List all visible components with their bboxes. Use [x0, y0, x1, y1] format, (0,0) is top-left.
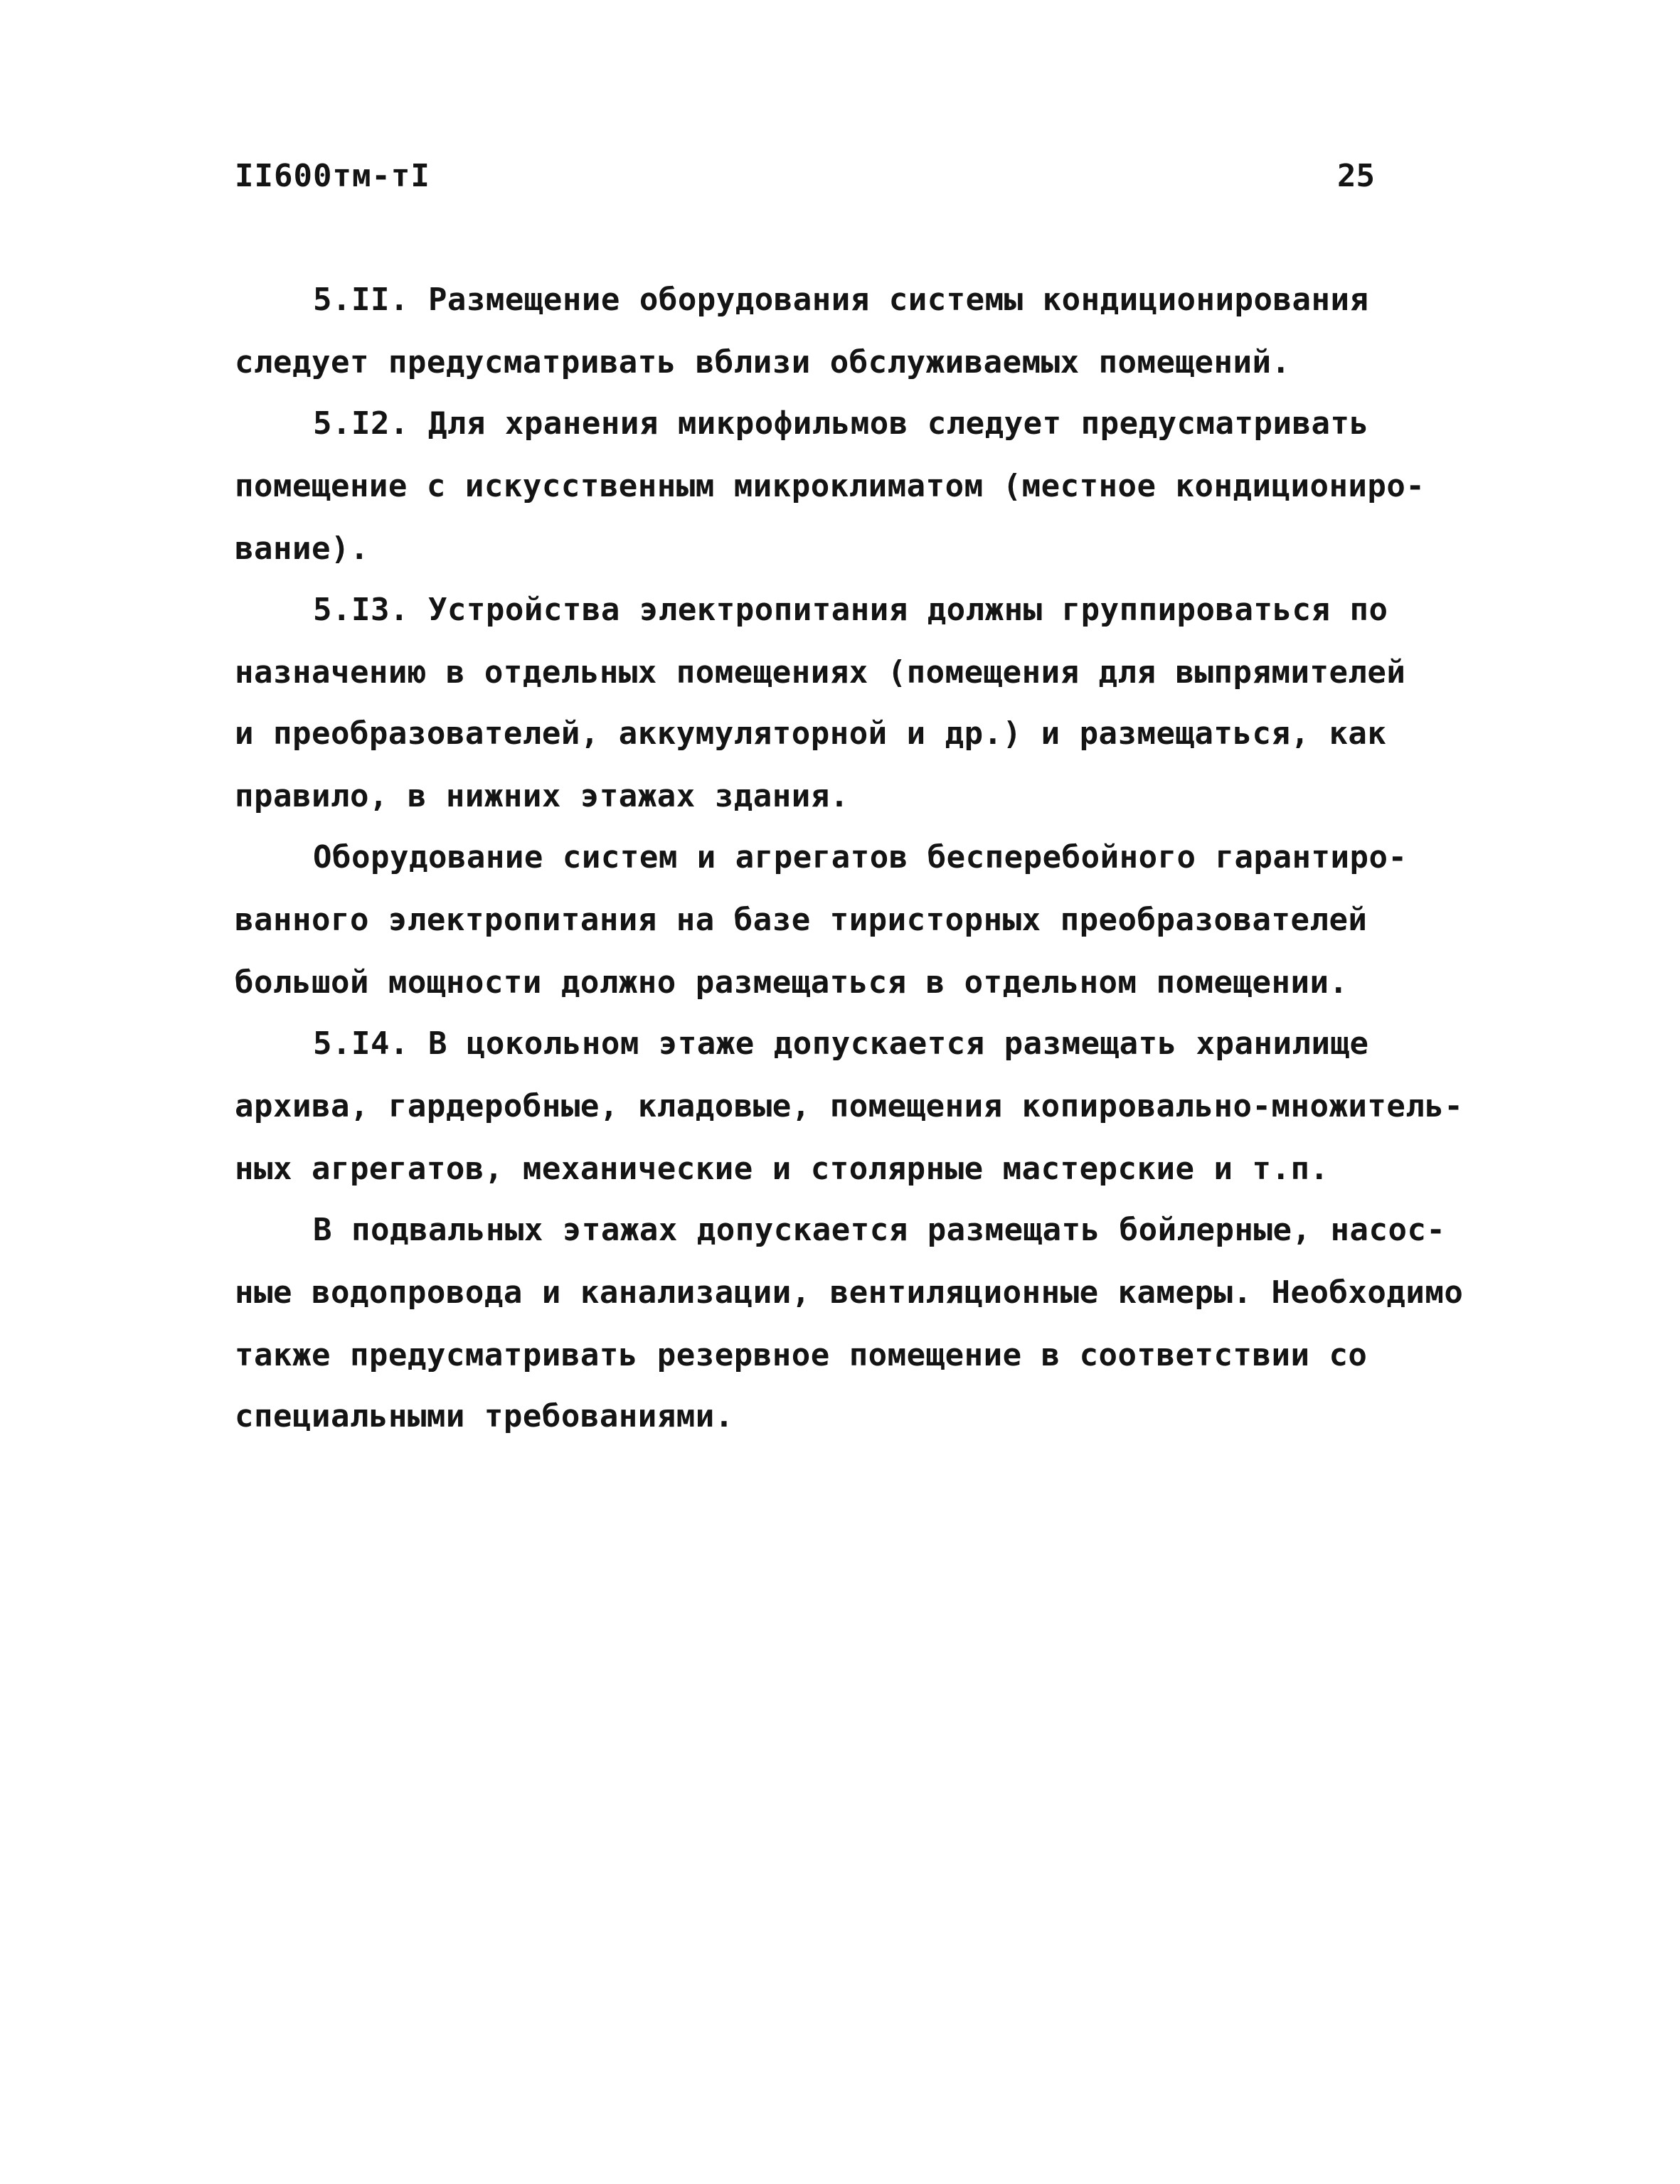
text-line: также предусматривать резервное помещение в соответствии со	[235, 1337, 1368, 1373]
text-line: ных агрегатов, механические и столярные мастерские и т.п.	[235, 1151, 1329, 1187]
text-line: ванного электропитания на базе тиристорных преобразователей	[235, 902, 1368, 938]
text-line: большой мощности должно размещаться в отдельном помещении.	[235, 964, 1349, 1001]
text-line: вание).	[235, 531, 369, 567]
document-code: II600тм-тI	[235, 158, 430, 194]
text-line: следует предусматривать вблизи обслуживаемых помещений.	[235, 344, 1291, 380]
text-line: 5.I3. Устройства электропитания должны группироваться по	[313, 592, 1388, 628]
text-line: 5.I2. Для хранения микрофильмов следует предусматривать	[313, 405, 1369, 442]
text-line: В подвальных этажах допускается размещать бойлерные, насос-	[313, 1212, 1446, 1248]
text-line: правило, в нижних этажах здания.	[235, 778, 849, 814]
text-line: архива, гардеробные, кладовые, помещения копировально-множитель-	[235, 1088, 1464, 1124]
text-line: Оборудование систем и агрегатов бесперебойного гарантиро-	[313, 839, 1408, 875]
text-line: назначению в отдельных помещениях (помещения для выпрямителей	[235, 654, 1406, 691]
text-line: ные водопровода и канализации, вентиляционные камеры. Необходимо	[235, 1274, 1464, 1311]
text-line: 5.I4. В цокольном этаже допускается размещать хранилище	[313, 1026, 1369, 1062]
text-line: и преобразователей, аккумуляторной и др.) и размещаться, как	[235, 715, 1387, 752]
page-number: 25	[1337, 158, 1375, 194]
text-line: помещение с искусственным микроклиматом (местное кондициониро-	[235, 468, 1425, 504]
text-line: 5.II. Размещение оборудования системы кондиционирования	[313, 282, 1369, 318]
text-line: специальными требованиями.	[235, 1398, 734, 1434]
